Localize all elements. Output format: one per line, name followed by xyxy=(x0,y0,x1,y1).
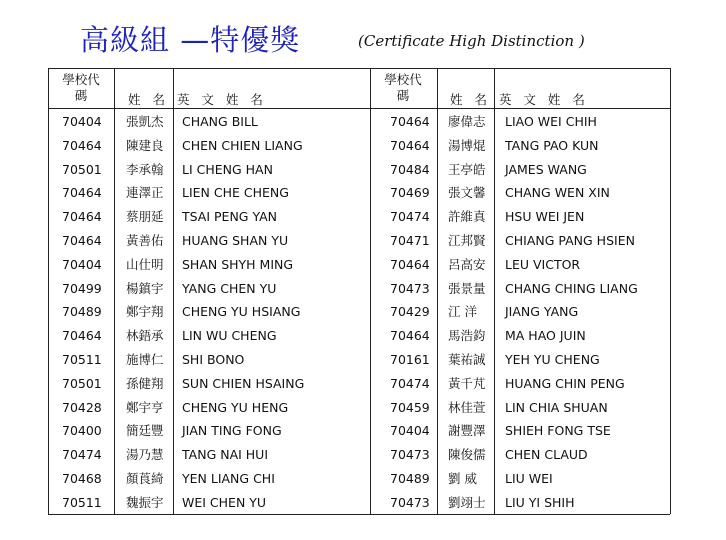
school-code-right: 70474 xyxy=(390,209,430,225)
chinese-name-left: 黃善佑 xyxy=(126,233,164,248)
school-code-right: 70161 xyxy=(390,352,430,367)
header-name-right: 姓 名 英 文 姓 名 xyxy=(450,92,589,107)
english-name-left: LI CHENG HAN xyxy=(182,161,273,177)
table-row xyxy=(48,300,670,324)
chinese-name-right: 江 洋 xyxy=(448,304,477,320)
school-code-right: 70464 xyxy=(390,137,430,153)
english-name-left: LIN WU CHENG xyxy=(182,328,277,344)
school-code-right: 70471 xyxy=(390,233,430,248)
english-name-left: TSAI PENG YAN xyxy=(182,209,278,225)
header-name-left: 姓 名 英 文 姓 名 xyxy=(128,92,267,107)
chinese-name-left: 連澤正 xyxy=(126,185,164,201)
school-code-left: 70499 xyxy=(62,280,102,296)
table-row xyxy=(48,205,670,229)
school-code-right: 70469 xyxy=(390,185,430,201)
grid-line xyxy=(48,108,670,109)
table-row xyxy=(48,110,670,134)
table-row xyxy=(48,348,670,372)
english-name-right: LIN CHIA SHUAN xyxy=(505,399,608,415)
school-code-left: 70501 xyxy=(62,161,102,177)
english-name-right: SHIEH FONG TSE xyxy=(505,423,611,439)
chinese-name-right: 劉 威 xyxy=(448,471,477,486)
chinese-name-left: 顏莨綺 xyxy=(126,471,164,486)
english-name-right: YEH YU CHENG xyxy=(505,352,600,367)
table-row xyxy=(48,253,670,277)
english-name-right: LIU YI SHIH xyxy=(505,494,575,510)
chinese-name-left: 孫健翔 xyxy=(126,375,164,391)
english-name-right: LIU WEI xyxy=(505,471,553,486)
school-code-left: 70489 xyxy=(62,304,102,320)
school-code-left: 70511 xyxy=(62,352,102,367)
english-name-left: WEI CHEN YU xyxy=(182,494,267,510)
chinese-name-right: 張景量 xyxy=(448,280,486,296)
table-row xyxy=(48,372,670,396)
chinese-name-right: 張文馨 xyxy=(448,185,486,201)
chinese-name-right: 陳俊儒 xyxy=(448,447,486,463)
school-code-right: 70464 xyxy=(390,114,430,129)
english-name-right: HSU WEI JEN xyxy=(505,209,585,225)
english-name-left: CHANG BILL xyxy=(182,114,258,129)
award-table xyxy=(48,68,670,514)
school-code-left: 70511 xyxy=(62,494,102,510)
english-name-right: JAMES WANG xyxy=(505,161,587,177)
chinese-name-right: 廖偉志 xyxy=(448,114,486,129)
english-name-left: CHENG YU HSIANG xyxy=(182,304,301,320)
chinese-name-right: 江邦賢 xyxy=(448,233,486,248)
english-name-right: CHANG WEN XIN xyxy=(505,185,610,201)
chinese-name-left: 山仕明 xyxy=(126,256,164,272)
chinese-name-left: 蔡朋延 xyxy=(126,209,164,225)
chinese-name-left: 簡廷豐 xyxy=(126,423,164,439)
chinese-name-right: 呂高安 xyxy=(448,256,486,272)
english-name-right: MA HAO JUIN xyxy=(505,328,586,344)
header-code-right: 學校代 碼 xyxy=(384,72,422,103)
grid-line xyxy=(48,68,670,69)
chinese-name-right: 林佳萱 xyxy=(448,399,486,415)
chinese-name-left: 魏振宇 xyxy=(126,494,164,510)
english-name-left: YEN LIANG CHI xyxy=(182,471,275,486)
title-main: 高級組 —特優獎 xyxy=(80,23,301,57)
chinese-name-left: 林鋙承 xyxy=(126,328,164,344)
chinese-name-left: 楊鎮宇 xyxy=(126,280,164,296)
grid-line xyxy=(670,68,671,514)
table-row xyxy=(48,491,670,515)
english-name-left: LIEN CHE CHENG xyxy=(182,185,289,201)
table-row xyxy=(48,396,670,420)
chinese-name-right: 許維真 xyxy=(448,209,486,225)
chinese-name-right: 王亭皓 xyxy=(448,161,486,177)
chinese-name-left: 湯乃慧 xyxy=(126,447,164,463)
english-name-left: TANG NAI HUI xyxy=(182,447,269,463)
table-row xyxy=(48,229,670,253)
chinese-name-left: 陳建良 xyxy=(126,137,164,153)
school-code-left: 70468 xyxy=(62,471,102,486)
school-code-left: 70404 xyxy=(62,114,102,129)
school-code-left: 70464 xyxy=(62,209,102,225)
school-code-left: 70501 xyxy=(62,375,102,391)
table-row xyxy=(48,277,670,301)
school-code-left: 70428 xyxy=(62,399,102,415)
school-code-left: 70474 xyxy=(62,447,102,463)
english-name-left: JIAN TING FONG xyxy=(182,423,282,439)
english-name-left: SHI BONO xyxy=(182,352,245,367)
table-row xyxy=(48,158,670,182)
english-name-right: HUANG CHIN PENG xyxy=(505,375,625,391)
school-code-right: 70474 xyxy=(390,375,430,391)
school-code-right: 70473 xyxy=(390,494,430,510)
school-code-right: 70473 xyxy=(390,280,430,296)
school-code-left: 70400 xyxy=(62,423,102,439)
english-name-left: YANG CHEN YU xyxy=(182,280,277,296)
chinese-name-right: 謝豐澤 xyxy=(448,423,486,439)
table-row xyxy=(48,419,670,443)
school-code-right: 70459 xyxy=(390,399,430,415)
english-name-left: SHAN SHYH MING xyxy=(182,256,294,272)
english-name-left: CHENG YU HENG xyxy=(182,399,289,415)
english-name-right: LIAO WEI CHIH xyxy=(505,114,597,129)
chinese-name-right: 劉翊士 xyxy=(448,494,486,510)
chinese-name-left: 鄭宇亨 xyxy=(126,399,164,415)
chinese-name-left: 李承翰 xyxy=(126,161,164,177)
english-name-right: JIANG YANG xyxy=(505,304,579,320)
chinese-name-left: 鄭宇翔 xyxy=(126,304,164,320)
table-row xyxy=(48,443,670,467)
school-code-right: 70464 xyxy=(390,328,430,344)
table-row xyxy=(48,181,670,205)
chinese-name-right: 葉祐誠 xyxy=(448,352,486,367)
chinese-name-right: 湯博焜 xyxy=(448,137,486,153)
header-code-left: 學校代 碼 xyxy=(62,72,100,103)
school-code-right: 70404 xyxy=(390,423,430,439)
school-code-right: 70473 xyxy=(390,447,430,463)
english-name-right: LEU VICTOR xyxy=(505,256,581,272)
english-name-right: CHEN CLAUD xyxy=(505,447,588,463)
table-row xyxy=(48,324,670,348)
english-name-right: CHIANG PANG HSIEN xyxy=(505,233,635,248)
school-code-right: 70464 xyxy=(390,256,430,272)
english-name-left: CHEN CHIEN LIANG xyxy=(182,137,303,153)
school-code-right: 70484 xyxy=(390,161,430,177)
english-name-left: HUANG SHAN YU xyxy=(182,233,289,248)
school-code-left: 70464 xyxy=(62,233,102,248)
english-name-left: SUN CHIEN HSAING xyxy=(182,375,305,391)
school-code-left: 70464 xyxy=(62,328,102,344)
school-code-right: 70429 xyxy=(390,304,430,320)
school-code-left: 70464 xyxy=(62,185,102,201)
chinese-name-left: 施博仁 xyxy=(126,352,164,367)
school-code-right: 70489 xyxy=(390,471,430,486)
chinese-name-left: 張凱杰 xyxy=(126,114,164,129)
school-code-left: 70404 xyxy=(62,256,102,272)
chinese-name-right: 黃千芃 xyxy=(448,375,486,391)
english-name-right: TANG PAO KUN xyxy=(505,137,599,153)
chinese-name-right: 馬浩鈞 xyxy=(448,328,486,344)
school-code-left: 70464 xyxy=(62,137,102,153)
english-name-right: CHANG CHING LIANG xyxy=(505,280,638,296)
table-row xyxy=(48,467,670,491)
title-subtitle: (Certificate High Distinction ) xyxy=(358,32,585,50)
table-row xyxy=(48,134,670,158)
